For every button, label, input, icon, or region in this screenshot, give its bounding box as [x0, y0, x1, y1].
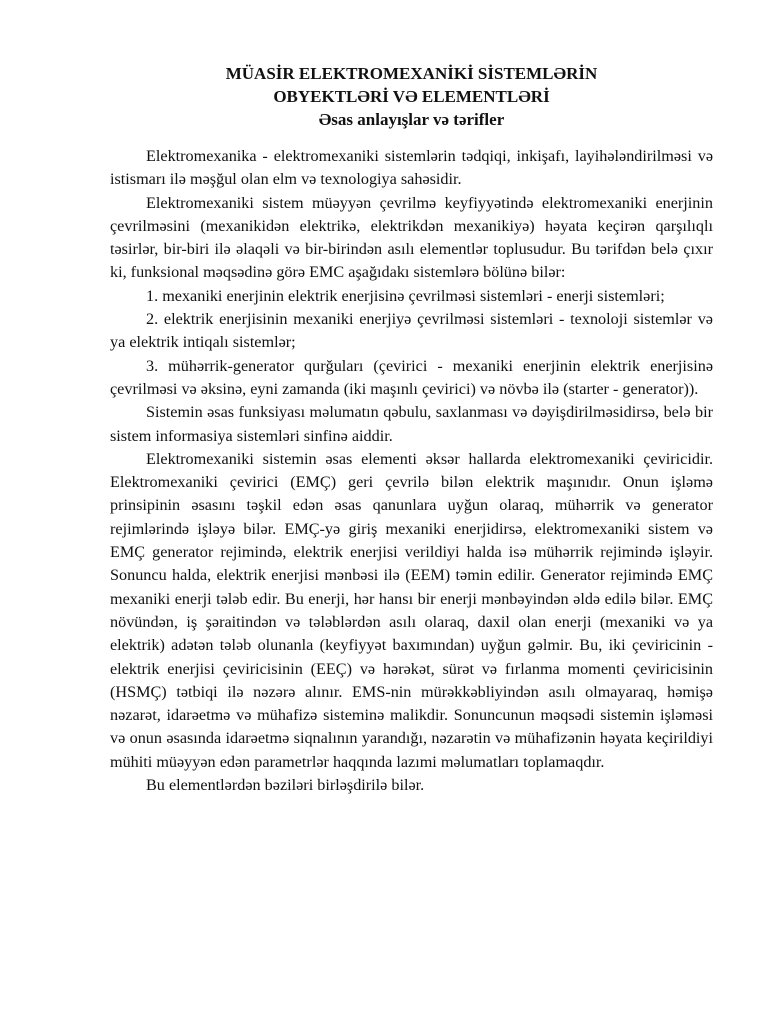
paragraph-closing: Bu elementlərdən bəziləri birləşdirilə bilər. — [146, 776, 425, 795]
document-title-line-1: MÜASİR ELEKTROMEXANİKİ SİSTEMLƏRİN — [225, 64, 598, 83]
paragraph-definition-system: Elektromexaniki sistem müəyyən çevrilmə keyfiyyətində elektromexaniki enerjinin çevrilməsini (mexanikidən elektrikə, elektrikdən mexanikiyə) həyata keçirən qarşılıqlı təsirlər, bir-biri ilə əlaqəli və bir-birindən asılı elementlər toplusudur. Bu tərifdən belə çıxır ki, funksional məqsədinə görə EMC aşağıdakı sistemlərə bölünə bilər: — [110, 193, 713, 282]
list-item-energy-systems: 1. mexaniki enerjinin elektrik enerjisinə çevrilməsi sistemləri - enerji sistemləri; — [146, 286, 665, 305]
document-page — [110, 62, 713, 797]
document-subtitle: Əsas anlayışlar və tərifler — [318, 110, 505, 129]
list-item-technological-systems: 2. elektrik enerjisinin mexaniki enerjiyə çevrilməsi sistemləri - texnoloji sistemlər və ya elektrik intiqalı sistemlər; — [110, 310, 713, 352]
document-body — [110, 145, 713, 797]
document-title-line-2: OBYEKTLƏRİ VƏ ELEMENTLƏRİ — [273, 87, 550, 106]
paragraph-converter: Elektromexaniki sistemin əsas elementi əksər hallarda elektromexaniki çeviricidir. Elektromexaniki çevirici (EMÇ) geri çevrilə bilən elektrik maşınıdır. Onun işləmə prinsipinin əsasını təşkil edən əsas qanunlara uyğun olaraq, mühərrik və generator rejimlərində işləyə bilər. EMÇ-yə giriş mexaniki enerjidirsə, elektromexaniki sistem və EMÇ generator rejimində, elektrik enerjisi verildiyi halda isə mühərrik rejimində işləyir. Sonuncu halda, elektrik enerjisi mənbəsi ilə (EEM) təmin edilir. Generator rejimində EMÇ mexaniki enerji tələb edir. Bu enerji, hər hansı bir enerji mənbəyindən əldə edilə bilər. EMÇ növündən, iş şəraitindən və tələblərdən asılı olaraq, daxil olan enerji (mexaniki və ya elektrik) adətən tələb olunanla (keyfiyyət baxımından) uyğun gəlmir. Bu, iki çeviricinin - elektrik enerjisi çeviricisinin (EEÇ) və hərəkət, sürət və fırlanma momenti çeviricisinin (HSMÇ) tətbiqi ilə nəzərə alınır. EMS-nin mürəkkəbliyindən asılı olmayaraq, həmişə nəzarət, idarəetmə və mühafizə sisteminə malikdir. Sonuncunun məqsədi sistemin işləməsi və onun əsasında idarəetmə siqnalının yarandığı, nəzarətin və mühafizənin həyata keçirildiyi mühiti müəyyən edən parametrlər haqqında lazımi məlumatları toplamaqdır. — [110, 449, 713, 771]
paragraph-definition-electromechanics: Elektromexanika - elektromexaniki sistemlərin tədqiqi, inkişafı, layihələndirilməsi və istismarı ilə məşğul olan elm və texnologiya sahəsidir. — [110, 147, 713, 189]
paragraph-information-systems: Sistemin əsas funksiyası məlumatın qəbulu, saxlanması və dəyişdirilməsidirsə, belə bir sistem informasiya sistemləri sinfinə aiddir. — [110, 403, 713, 445]
list-item-motor-generator: 3. mühərrik-generator qurğuları (çevirici - mexaniki enerjinin elektrik enerjisinə çevrilməsi və əksinə, eyni zamanda (iki maşınlı çevirici) və növbə ilə (starter - generator)). — [110, 356, 713, 398]
